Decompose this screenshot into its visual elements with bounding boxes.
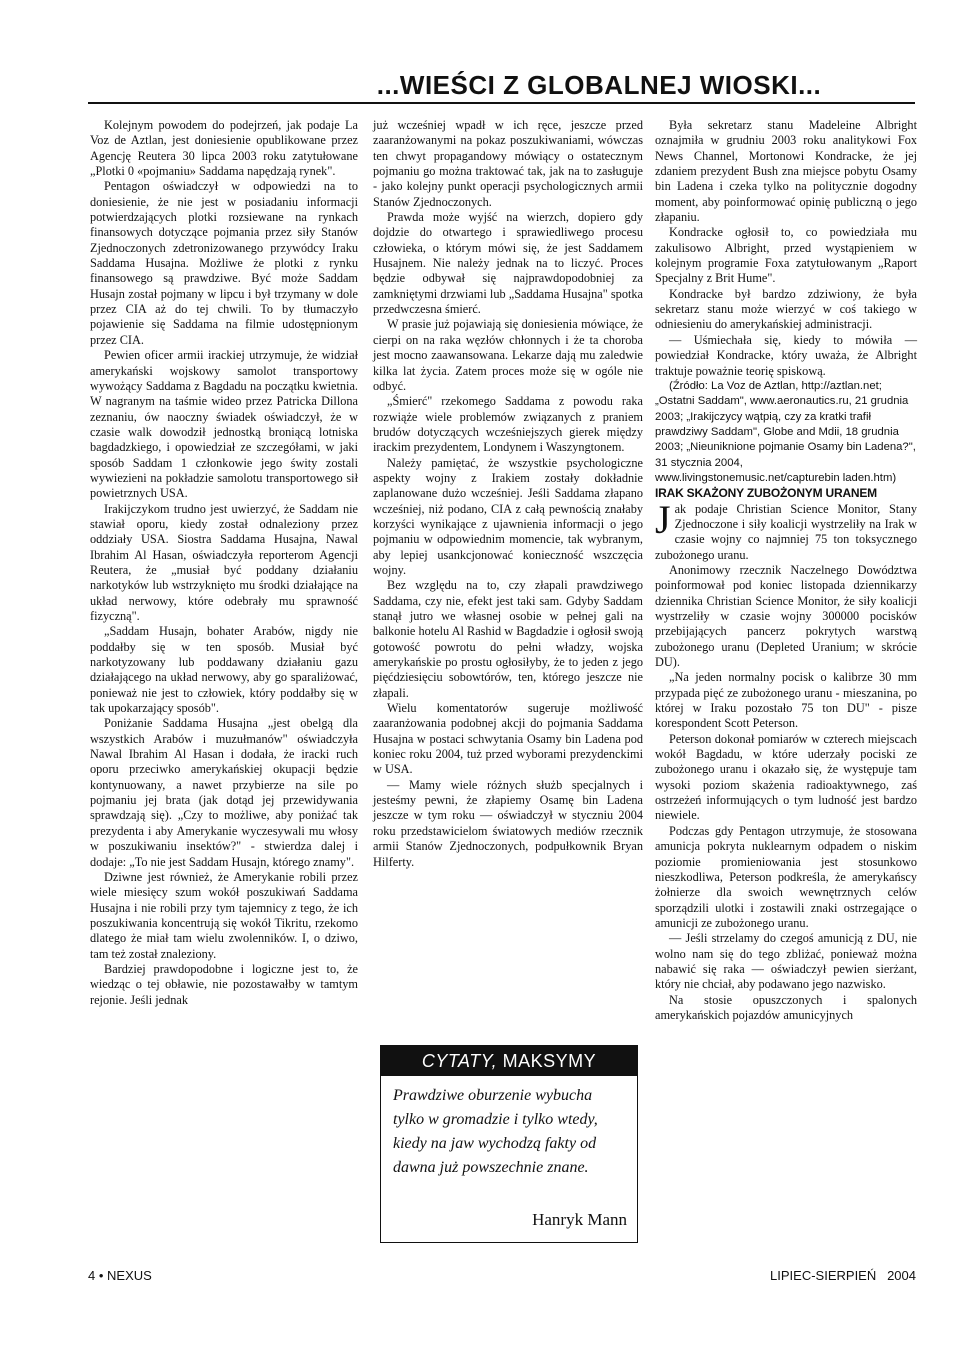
paragraph: Prawda może wyjść na wierzch, dopiero gdy dojdzie do otwartego i sprawiedliwego procesu człowieka, o którym mówi się, że jest Saddamem Husajnem. Nie należy jednak na to liczyć. Proces będzie odbywał się najprawdopodobniej za zamkniętymi drzwiami lub „Saddama Husajna" spotka przedwczesna śmierć. xyxy=(373,210,643,317)
paragraph: Kondracke był bardzo zdziwiony, że była sekretarz stanu może wierzyć w coś takiego w odniesieniu do amerykańskiej administracji. xyxy=(655,286,917,332)
paragraph: Na stosie opuszczonych i spalonych amerykańskich pojazdów amunicyjnych xyxy=(655,992,917,1022)
article-column-2 xyxy=(373,118,643,870)
paragraph: Kondracke ogłosił to, co powiedziała mu zakulisowo Albright, przed wystąpieniem w kolejnym programie Foxa zatytułowanym „Raport Specjalny z Brit Hume". xyxy=(655,225,917,286)
quote-text: Prawdziwe oburzenie wybucha tylko w gromadzie i tylko wtedy, kiedy na jaw wychodzą fakty od dawna już powszechnie znane. xyxy=(393,1087,598,1176)
article-column-1 xyxy=(90,118,358,1008)
sources-note: (Źródło: La Voz de Aztlan, http://aztlan.net; „Ostatni Saddam", www.aeronautics.ru, 21 grudnia 2003; „Irakijczycy wątpią, czy za kratki trafił prawdziwy Saddam", Globe and Mdii, 18 grudnia 2003; „Nieuniknione pojmanie Osamy bin Ladena?", 31 stycznia 2004, www.livingstonemusic.net/capturebin laden.htm) xyxy=(655,379,916,484)
paragraph: Była sekretarz stanu Madeleine Albright oznajmiła w grudniu 2003 roku analitykowi Fox News Channel, Mortonowi Kondracke, że jej zdaniem prezydent Bush zna miejsce pobytu Osamy bin Ladena i czeka tylko na politycznie dogodny moment, aby poinformować opinię publiczną o jego złapaniu. xyxy=(655,118,917,225)
paragraph: Bez względu na to, czy złapali prawdziwego Saddama, czy nie, efekt jest taki sam. Gdyby Saddam stanął jutro we własnej osobie w pełnej gali na balkonie hotelu Al Rashid w Bagdadzie i ogłosił swoją gotowość powrotu do pełni władzy, wojska amerykańskie po prostu ogłosiłyby, że to jeden z jego pięćdziesięciu sobowtórów, ten, którego jeszcze nie złapali. xyxy=(373,578,643,700)
quote-box-title xyxy=(381,1046,637,1076)
paragraph: Peterson dokonał pomiarów w czterech miejscach wokół Bagdadu, w które uderzały pociski ze zubożonego uranu i okazało się, że występuje tam wysoki poziom skażenia radioaktywnego, zaś ostrzeżeń informujących o tym ludność jest bardzo niewiele. xyxy=(655,731,917,823)
paragraph: Anonimowy rzecznik Naczelnego Dowództwa poinformował pod koniec listopada dziennikarzy dziennika Christian Science Monitor, że siły koalicji wystrzeliły w czasie wojny 300000 pocisków przebijających pancerz pokrytych warstwą zubożonego uranu (Depleted Uranium; w skrócie DU). xyxy=(655,562,917,670)
paragraph: Podczas gdy Pentagon utrzymuje, że stosowana amunicja pokryta nuklearnym odpadem o niskim poziomie promieniowania jest stosunkowo nieszkodliwa, Peterson podkreśla, że amerykańscy żołnierze dla swoich wewnętrznych celów sporządzili ulotki i zostawili znaki ostrzegające o amunicji ze zubożonego uranu. xyxy=(655,823,917,930)
paragraph: Należy pamiętać, że wszystkie psychologiczne aspekty wojny z Irakiem zostały dokładnie zaplanowane dużo wcześniej. Jeśli Saddama złapano wcześniej, niż podano, CIA z całą pewnością znałaby korzyści wynikające z ujawnienia informacji o jego pojmaniu w odpowiednim momencie, tak wybranym, aby lepiej usankcjonować konieczność wszczęcia wojny. xyxy=(373,455,643,577)
paragraph: „Saddam Husajn, bohater Arabów, nigdy nie poddałby się w ten sposób. Musiał być narkotyzowany lub poddawany działaniu gazu działającego na układ nerwowy, aby go sparaliżować, ponieważ nie jest to człowiek, który poddałby się w tak upokarzający sposób". xyxy=(90,624,358,716)
paragraph: Dziwne jest również, że Amerykanie robili przez wiele miesięcy szum wokół poszukiwań Saddama Husajna i nie robili przy tym tajemnicy z tego, że ich poszukiwania koncentrują się wokół Tikritu, rzekomo dlatego że miał tam wielu zwolenników. I, o dziwo, tam też został znaleziony. xyxy=(90,869,358,961)
paragraph: — Jeśli strzelamy do czegoś amunicją z DU, nie wolno nam się do tego zbliżać, ponieważ można nabawić się raka — oświadczył pewien sierżant, który nie chciał, aby podawano jego nazwisko. xyxy=(655,931,917,992)
footer-issue-date: LIPIEC-SIERPIEŃ 2004 xyxy=(770,1268,916,1283)
paragraph: — Mamy wiele różnych służb specjalnych i jesteśmy pewni, że złapiemy Osamę bin Ladena jeszcze w tym roku — oświadczył w styczniu 2004 roku przedstawicielom światowych mediów rzecznik armii Stanów Zjednoczonych, podpułkownik Bryan Hilferty. xyxy=(373,777,643,869)
paragraph-dropcap xyxy=(655,496,917,563)
quote-box xyxy=(380,1045,638,1243)
paragraph: już wcześniej wpadł w ich ręce, jeszcze przed zaaranżowanymi na pokaz poszukiwaniami, wówczas ten chwyt propagandowy mówiący o ostatecznym pojmaniu go można traktować tak, jak na to zasługuje - jako kolejny punkt operacji psychologicznych armii Stanów Zjednoczonych. xyxy=(373,118,643,209)
paragraph: Irakijczykom trudno jest uwierzyć, że Saddam nie stawiał oporu, kiedy został odnaleziony przez oddziały USA. Siostra Saddama Husajna, Nawal Ibrahim Al Hasan, oświadczyła reporterom Agencji Reutera, że „musiał być poddany działaniu narkotyków lub wstrzyknięto mu środki działające na układ nerwowy, które odebrały mu sprawność fizyczną". xyxy=(90,501,358,623)
paragraph-text: ak podaje Christian Science Monitor, Stany Zjednoczone i siły koalicji wystrzeliły na Irak w czasie wojny co najmniej 75 ton toksycznego zubożonego uranu. xyxy=(655,501,917,562)
paragraph: „Śmierć" rzekomego Saddama z powodu raka rozwiąże wiele problemów związanych z praniem brudów dotyczących wcześniejszych gierek między irackim prezydentem, Londynem i Waszyngtonem. xyxy=(373,394,643,455)
paragraph: Pewien oficer armii irackiej utrzymuje, że widział amerykański wojskowy samolot transportowy wywożący Saddama z Bagdadu na początku kwietnia. W nagranym na taśmie wideo przez Patricka Dillona zeznaniu, ów naoczny świadek oświadczył, że w czasie walk dowodził jednostką broniącą lotniska bagdadzkiego, i opowiedział ze szczegółami, w jaki sposób Saddam 1 członkowie jego świty zostali wywiezieni na pokładzie samolotu transportowego sił powietrznych USA. xyxy=(90,348,358,501)
article-column-3 xyxy=(655,118,917,1023)
paragraph: Wielu komentatorów sugeruje możliwość zaaranżowania podobnej akcji do pojmania Saddama Husajna w postaci schwytania Osamy bin Ladena pod koniec roku 2004, tuż przed wyborami prezydenckimi w USA. xyxy=(373,701,643,777)
paragraph: Kolejnym powodem do podejrzeń, jak podaje La Voz de Aztlan, jest doniesienie opublikowane przez Agencję Reutera 30 lipca 2003 roku zatytułowane „Plotki 0 «pojmaniu» Saddama napędzają rynek". xyxy=(90,118,358,179)
paragraph: „Na jeden normalny pocisk o kalibrze 30 mm przypada pięć ze zubożonego uranu - mieszanina, po której w Iraku pozostało 75 ton DU" - pisze korespondent Scott Peterson. xyxy=(655,670,917,731)
paragraph: Bardziej prawdopodobne i logiczne jest to, że wiedząc o tej obławie, nie pozostawałby w tamtym rejonie. Jeśli jednak xyxy=(90,961,358,1007)
section-header: ...WIEŚCI Z GLOBALNEJ WIOSKI... xyxy=(376,70,822,100)
header-rule xyxy=(88,102,915,104)
quote-title-italic: CYTATY, xyxy=(421,1051,498,1071)
drop-cap: J xyxy=(655,496,671,542)
paragraph: Pentagon oświadczył w odpowiedzi na to doniesienie, że nie jest w posiadaniu informacji potwierdzających plotki rozsiewane na rynkach finansowych dotyczące pojmania przez siły Stanów Zjednoczonych zdetronizowanego przywódcy Iraku Saddama Husajna. Możliwe że plotki z rynku finansowego są prawdziwe. Być może Saddam Husajn został pojmany w lipcu i był trzymany w dole przez CIA aż do tej chwili. To by tłumaczyło pojawienie się Saddama na filmie udostępnionym przez CIA. xyxy=(90,179,358,347)
quote-author: Hanryk Mann xyxy=(532,1210,627,1229)
quote-title-rest: MAKSYMY xyxy=(497,1051,597,1071)
paragraph: — Uśmiechała się, kiedy to mówiła — powiedział Kondracke, który uważa, że Albright traktuje poważnie teorię spiskową. xyxy=(655,332,917,378)
subheading: IRAK SKAŻONY ZUBOŻONYM URANEM xyxy=(655,486,877,501)
footer-page-number: 4 • NEXUS xyxy=(88,1268,152,1283)
paragraph: Poniżanie Saddama Husajna „jest obelgą dla wszystkich Arabów i muzułmanów" oświadczyła Nawal Ibrahim Al Hasan i dodała, że iracki ruch oporu przeciwko amerykańskiej okupacji będzie kontynuowany, a nawet przybierze na sile po pojmaniu jej brata (jak dotąd jej przewidywania sprawdzają się). „Czy to możliwe, aby poniżać tak prezydenta i aby Amerykanie wyczesywali mu włosy w poszukiwaniu insektów?" - stwierdza dalej i dodaje: „To nie jest Saddam Husajn, którego znamy". xyxy=(90,716,358,869)
paragraph: W prasie już pojawiają się doniesienia mówiące, że cierpi on na raka węzłów chłonnych i że ta choroba jest mocno zaawansowana. Lekarze dają mu zaledwie kilka lat życia. Zatem proces może się w ogóle nie odbyć. xyxy=(373,317,643,393)
